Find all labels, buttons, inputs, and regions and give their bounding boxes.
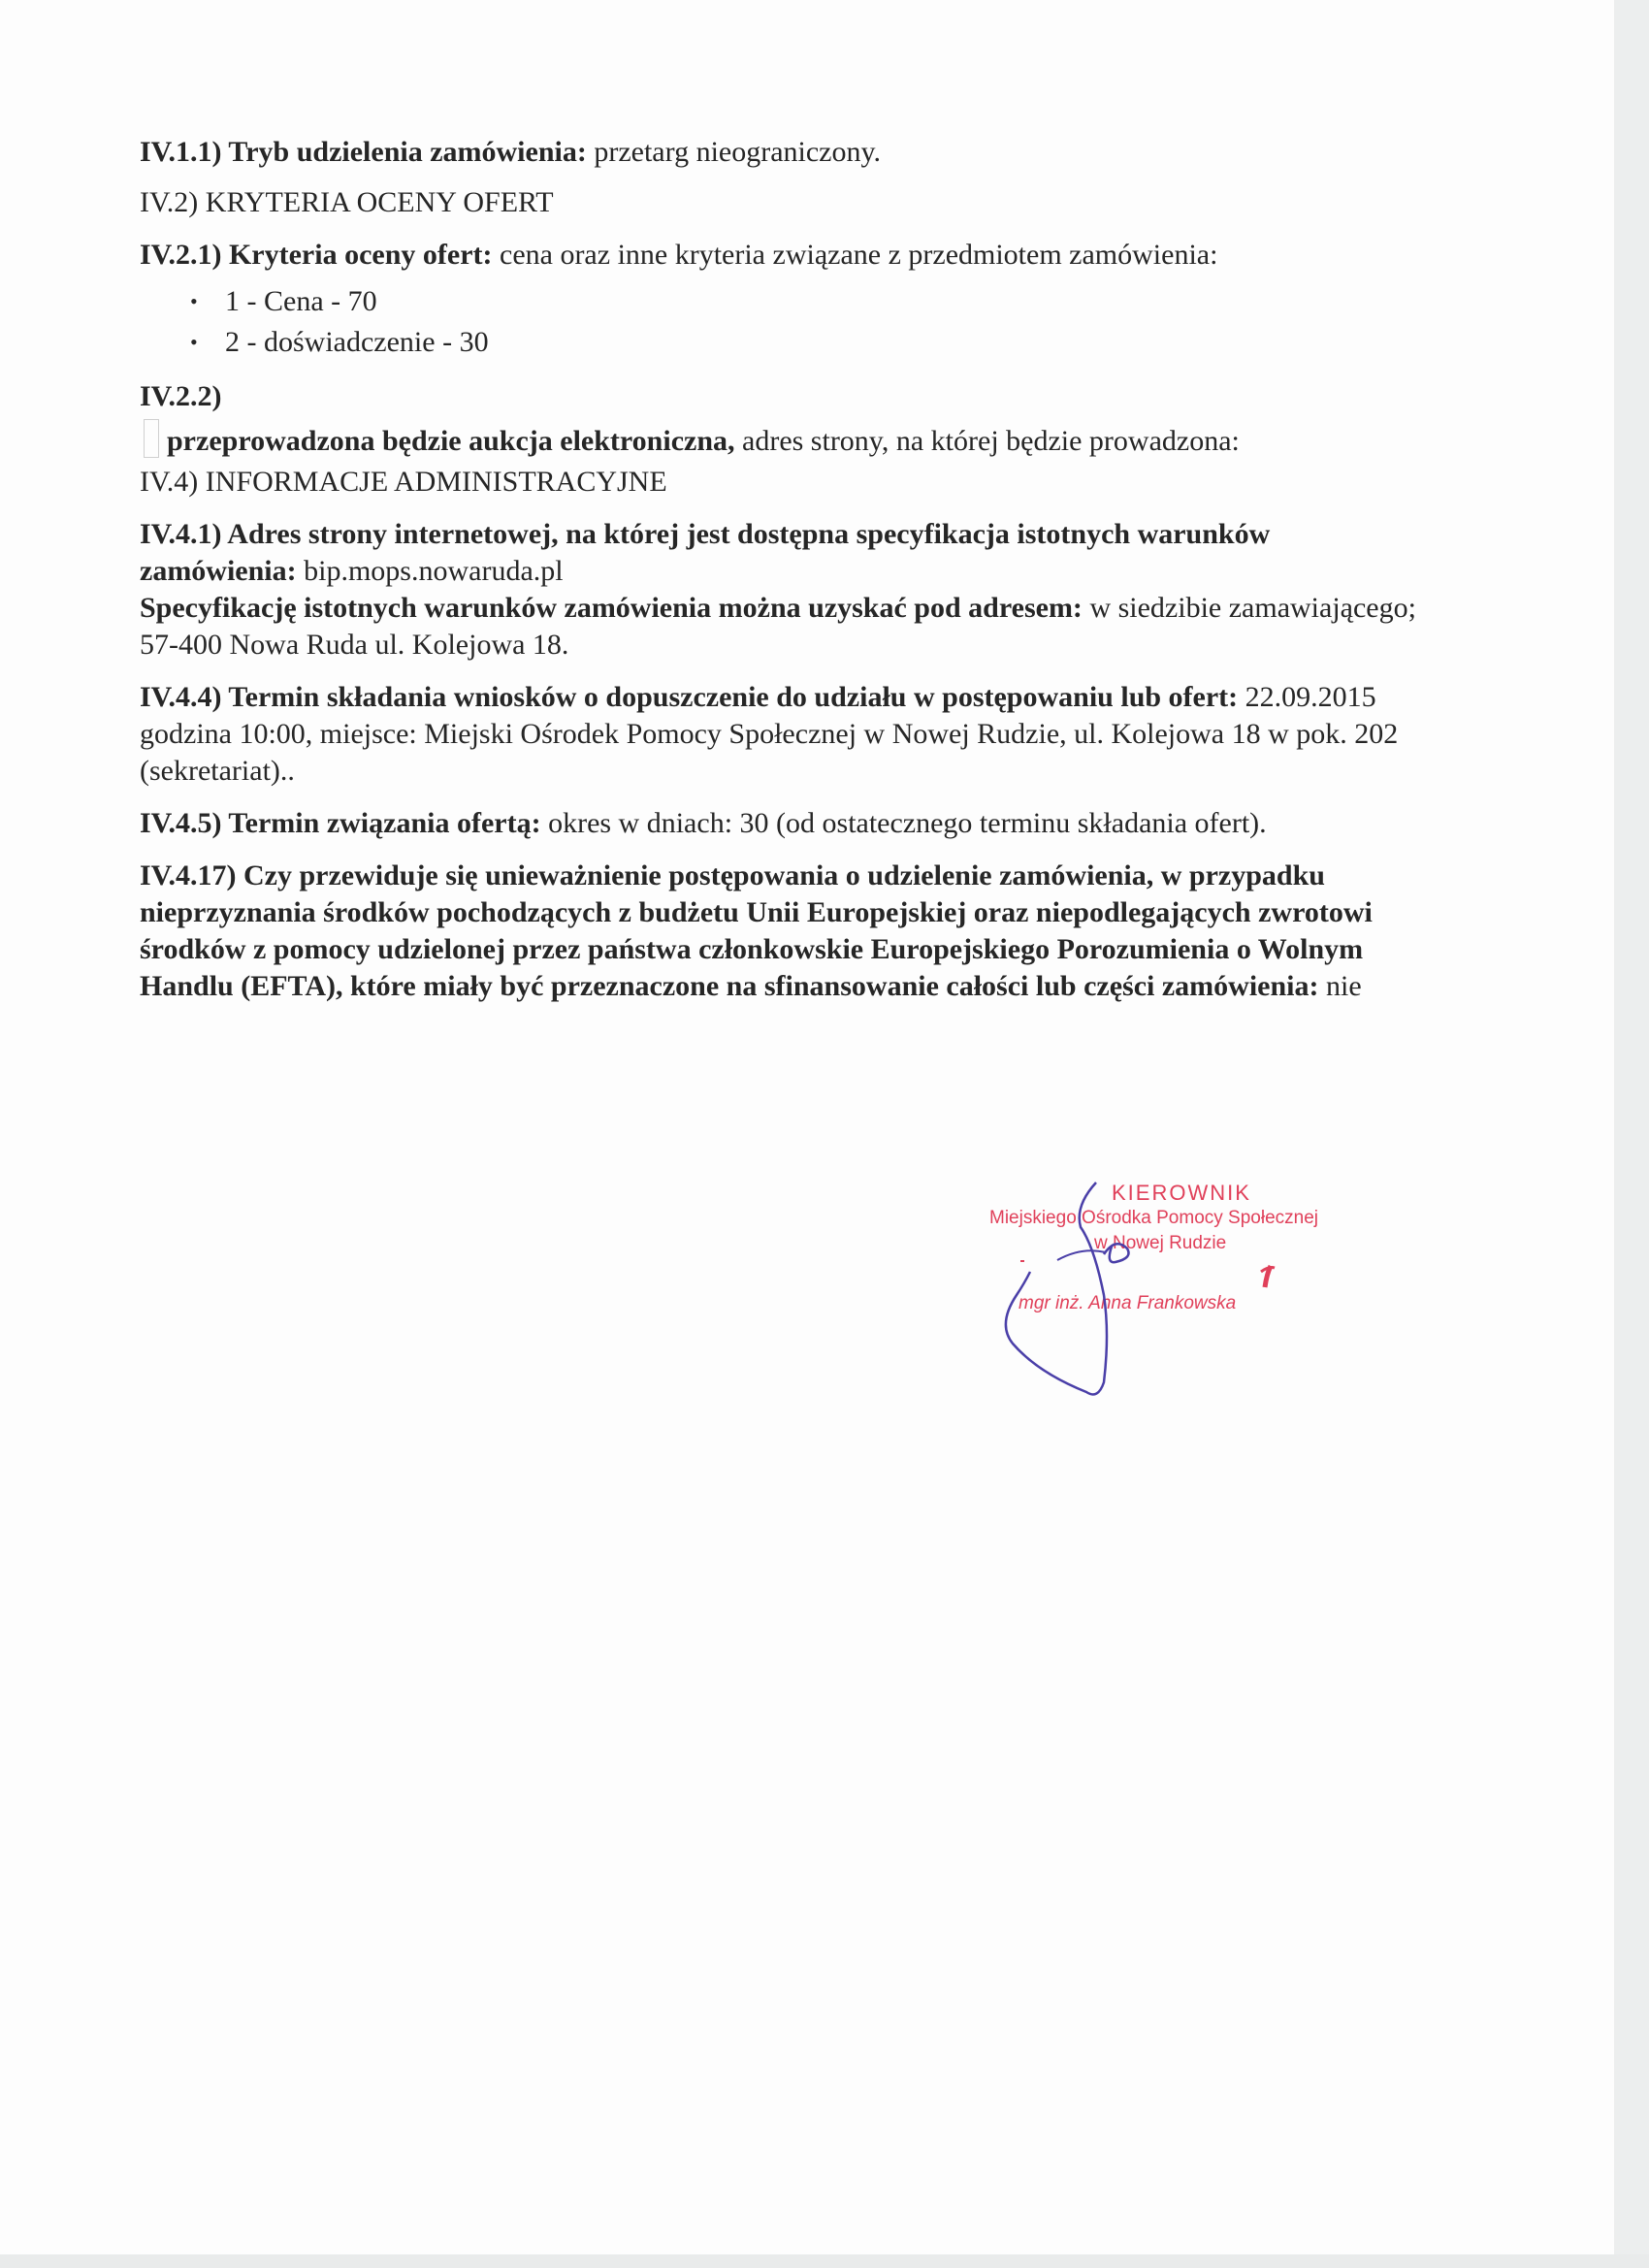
section-iv-2-1 (140, 237, 1420, 274)
section-iv-4-1-value: bip.mops.nowaruda.pl (304, 555, 564, 587)
section-iv-4-4-value: 22.09.2015 godzina 10:00, miejsce: Miejski Ośrodek Pomocy Społecznej w Nowej Rudzie, ul. Kolejowa 18 w pok. 202 (sekretariat).. (140, 681, 1399, 787)
spec-label: Specyfikację istotnych warunków zamówienia można uzyskać pod adresem: (140, 592, 1083, 624)
section-iv-4-17 (140, 858, 1420, 1005)
section-iv-2-1-value: cena oraz inne kryteria związane z przedmiotem zamówienia: (500, 239, 1218, 271)
section-iv-2-2-auction (140, 419, 1420, 460)
section-iv-1-1-label: IV.1.1) Tryb udzielenia zamówienia: (140, 136, 587, 168)
auction-checkbox (144, 419, 159, 458)
section-iv-2-2-label: IV.2.2) (140, 380, 222, 412)
section-iv-4-1 (140, 516, 1420, 590)
auction-value: adres strony, na której będzie prowadzona: (742, 425, 1240, 457)
section-iv-2-heading: IV.2) KRYTERIA OCENY OFERT (140, 186, 554, 218)
stamp-signatory: mgr inż. Anna Frankowska (1018, 1293, 1237, 1313)
criteria-item: • 2 - doświadczenie - 30 (190, 322, 1420, 363)
section-iv-4-5 (140, 805, 1420, 842)
section-iv-4-heading: IV.4) INFORMACJE ADMINISTRACYJNE (140, 466, 667, 498)
official-stamp (980, 1169, 1387, 1411)
scan-page-bottom (0, 2254, 1649, 2268)
stamp-institution: Miejskiego Ośrodka Pomocy Społecznej (989, 1208, 1318, 1228)
section-iv-4-1-label: IV.4.1) Adres strony internetowej, na której jest dostępna specyfikacja istotnych warunków zamówienia: (140, 518, 1271, 587)
section-iv-4-5-value: okres w dniach: 30 (od ostatecznego terminu składania ofert). (548, 807, 1267, 839)
section-iv-4-1-spec (140, 590, 1420, 664)
section-iv-4-4 (140, 679, 1420, 790)
section-iv-2-1-label: IV.2.1) Kryteria oceny ofert: (140, 239, 493, 271)
section-iv-4-17-label: IV.4.17) Czy przewiduje się unieważnienie postępowania o udzielenie zamówienia, w przypadku nieprzyznania środków pochodzących z budżetu Unii Europejskiej oraz niepodlegających zwrotowi środków z pomocy udzielonej przez państwa członkowskie Europejskiego Porozumienia o Wolnym Handlu (EFTA), które miały być przeznaczone na sfinansowanie całości lub części zamówienia: (140, 859, 1373, 1002)
section-iv-1-1-value: przetarg nieograniczony. (594, 136, 882, 168)
section-iv-4-17-value: nie (1325, 970, 1362, 1002)
spec-value: w siedzibie zamawiającego; 57-400 Nowa Ruda ul. Kolejowa 18. (140, 592, 1416, 661)
scan-page-edge (1614, 0, 1649, 2268)
auction-label: przeprowadzona będzie aukcja elektroniczna, (167, 425, 735, 457)
criteria-list (140, 281, 1420, 363)
document-body (140, 134, 1420, 1005)
criteria-item: • 1 - Cena - 70 (190, 281, 1420, 322)
section-iv-4-4-label: IV.4.4) Termin składania wniosków o dopuszczenie do udziału w postępowaniu lub ofert: (140, 681, 1239, 713)
signature-scribble (980, 1169, 1387, 1411)
stamp-town: w Nowej Rudzie (1094, 1233, 1227, 1253)
stamp-title: KIEROWNIK (1112, 1181, 1251, 1205)
section-iv-4-5-label: IV.4.5) Termin związania ofertą: (140, 807, 541, 839)
section-iv-1-1 (140, 134, 1420, 171)
